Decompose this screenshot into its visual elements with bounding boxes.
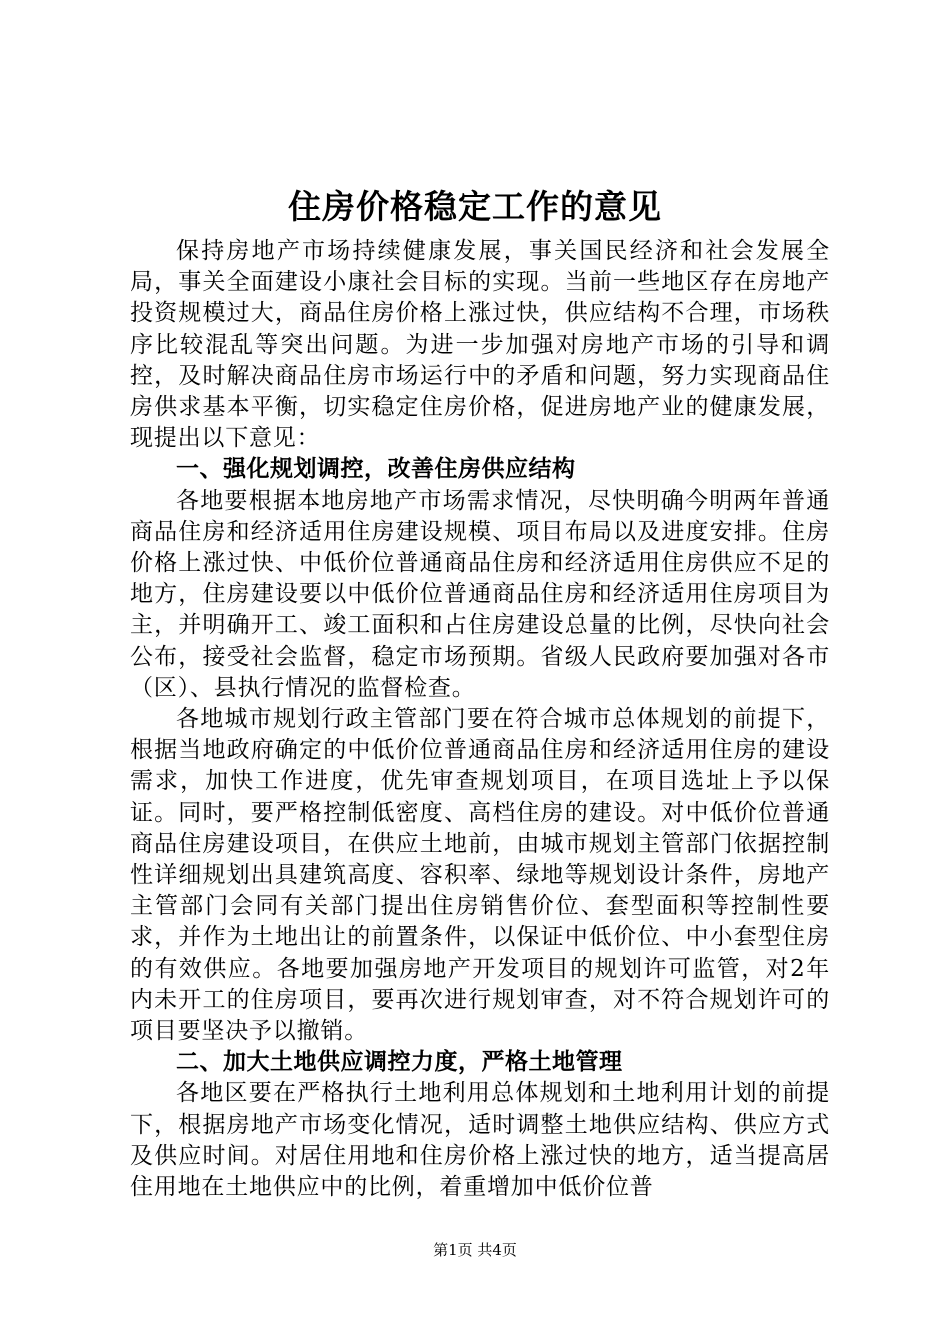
section-heading-1: 一、强化规划调控，改善住房供应结构: [176, 456, 576, 483]
body-paragraph: 各地区要在严格执行土地利用总体规划和土地利用计划的前提下，根据房地产市场变化情况，适时调整土地供应结构、供应方式及供应时间。对居住用地和住房价格上涨过快的地方，适当提高居住用地在土地供应中的比例，着重增加中低价位普: [130, 1080, 830, 1201]
section-heading-2: 二、加大土地供应调控力度，严格土地管理: [176, 1049, 623, 1076]
body-paragraph: 各地要根据本地房地产市场需求情况，尽快明确今明两年普通商品住房和经济适用住房建设规模、项目布局以及进度安排。住房价格上涨过快、中低价位普通商品住房和经济适用住房供应不足的地方，住房建设要以中低价位普通商品住房和经济适用住房项目为主，并明确开工、竣工面积和占住房建设总量的比例，尽快向社会公布，接受社会监督，稳定市场预期。省级人民政府要加强对各市（区）、县执行情况的监督检查。: [130, 487, 830, 701]
intro-paragraph: 保持房地产市场持续健康发展，事关国民经济和社会发展全局，事关全面建设小康社会目标的实现。当前一些地区存在房地产投资规模过大，商品住房价格上涨过快，供应结构不合理，市场秩序比较混乱等突出问题。为进一步加强对房地产市场的引导和调控，及时解决商品住房市场运行中的矛盾和问题，努力实现商品住房供求基本平衡，切实稳定住房价格，促进房地产业的健康发展，现提出以下意见：: [130, 238, 830, 452]
body-paragraph: 各地城市规划行政主管部门要在符合城市总体规划的前提下，根据当地政府确定的中低价位普通商品住房和经济适用住房的建设需求，加快工作进度，优先审查规划项目，在项目选址上予以保证。同时，要严格控制低密度、高档住房的建设。对中低价位普通商品住房建设项目，在供应土地前，由城市规划主管部门依据控制性详细规划出具建筑高度、容积率、绿地等规划设计条件，房地产主管部门会同有关部门提出住房销售价位、套型面积等控制性要求，并作为土地出让的前置条件，以保证中低价位、中小套型住房的有效供应。各地要加强房地产开发项目的规划许可监管，对2年内未开工的住房项目，要再次进行规划审查，对不符合规划许可的项目要坚决予以撤销。: [130, 706, 830, 1045]
page-title: 住房价格稳定工作的意见: [288, 187, 662, 226]
document-body: [130, 236, 830, 1203]
page-footer: 第1页 共4页: [433, 1241, 517, 1259]
